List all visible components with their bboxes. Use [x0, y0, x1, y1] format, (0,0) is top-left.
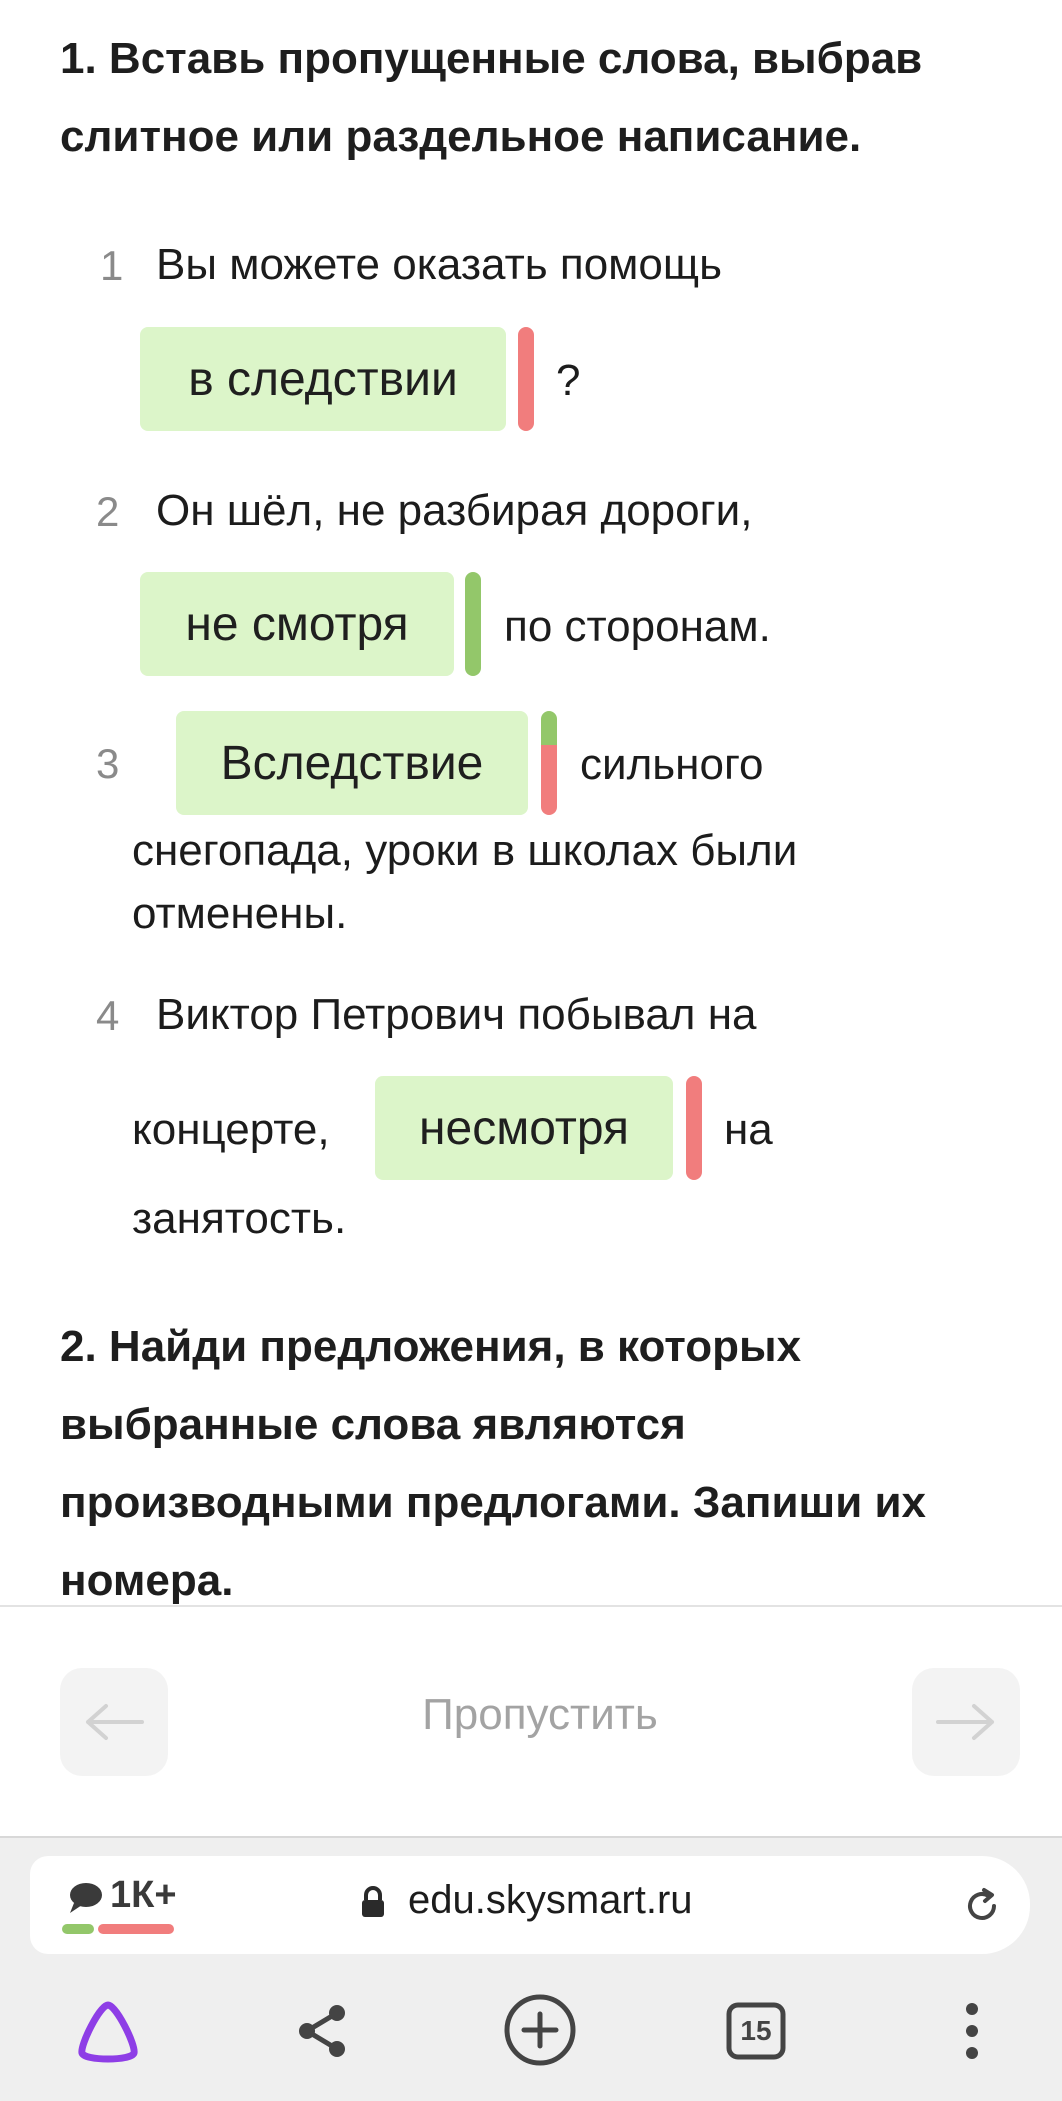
next-button[interactable]: [912, 1668, 1020, 1776]
comments-count: 1К+: [110, 1874, 177, 1916]
lock-icon: [358, 1884, 388, 1920]
item-1-text-before: Вы можете оказать помощь: [156, 240, 723, 289]
item-4-answer-slot[interactable]: [375, 1076, 673, 1180]
url-text[interactable]: edu.skysmart.ru: [408, 1878, 693, 1922]
rating-bar-negative: [98, 1924, 174, 1934]
item-4-text-after: на: [724, 1105, 773, 1154]
back-button[interactable]: [60, 1668, 168, 1776]
item-4-text-line2-before: концерте,: [132, 1105, 330, 1154]
comments-icon[interactable]: [66, 1878, 106, 1918]
tabs-counter-icon[interactable]: [724, 2000, 788, 2062]
reload-icon[interactable]: [958, 1882, 1006, 1930]
item-3-number: 3: [96, 740, 120, 787]
item-3-text-after: сильного: [580, 740, 764, 789]
task1-heading: [60, 20, 1020, 176]
item-1-text-after: ?: [556, 356, 581, 405]
item-2-correct-marker: [465, 572, 481, 676]
item-1-incorrect-marker: [518, 327, 534, 431]
item-2-answer-slot[interactable]: [140, 572, 454, 676]
item-3-text-line3: отменены.: [132, 889, 348, 938]
rating-bar-positive: [62, 1924, 94, 1934]
item-3-answer: Вследствие: [220, 736, 484, 790]
menu-more-icon[interactable]: [954, 1996, 990, 2066]
item-2-text-before: Он шёл, не разбирая дороги,: [156, 486, 753, 535]
item-4-number: 4: [96, 992, 120, 1039]
item-2-text-after: по сторонам.: [504, 602, 771, 651]
item-3-partial-marker: [541, 711, 557, 815]
nav-top-divider: [0, 1605, 1062, 1607]
task2-heading-line1: 2. Найди предложения, в которых: [60, 1322, 802, 1371]
share-icon[interactable]: [290, 1998, 356, 2064]
task2-heading: [60, 1308, 1020, 1620]
task2-heading-line3: производными предлогами. Запиши их: [60, 1478, 926, 1527]
arrow-left-icon: [82, 1702, 146, 1742]
task2-heading-line4: номера.: [60, 1556, 234, 1605]
task1-heading-line1: 1. Вставь пропущенные слова, выбрав: [60, 34, 923, 83]
item-3-text-line2: снегопада, уроки в школах были: [132, 826, 798, 875]
speech-bubble-icon: [68, 1881, 104, 1915]
item-3-marker-green-part: [541, 711, 557, 745]
arrow-right-icon: [934, 1702, 998, 1742]
item-4-answer: несмотря: [419, 1101, 629, 1155]
task1-heading-line2: слитное или раздельное написание.: [60, 112, 862, 161]
task2-heading-line2: выбранные слова являются: [60, 1400, 686, 1449]
item-3-marker-red-part: [541, 745, 557, 815]
skip-button[interactable]: Пропустить: [422, 1690, 658, 1739]
item-4-incorrect-marker: [686, 1076, 702, 1180]
item-2-answer: не смотря: [185, 597, 409, 651]
item-1-answer-slot[interactable]: [140, 327, 506, 431]
new-tab-icon[interactable]: [500, 1990, 580, 2070]
item-1-number: 1: [100, 242, 124, 289]
item-2-number: 2: [96, 488, 120, 535]
item-3-answer-slot[interactable]: [176, 711, 528, 815]
item-4-text-line3: занятость.: [132, 1194, 347, 1243]
item-4-text-before: Виктор Петрович побывал на: [156, 990, 757, 1039]
alice-assistant-icon[interactable]: [68, 1994, 148, 2070]
item-1-answer: в следствии: [188, 352, 458, 406]
tabs-count: 15: [740, 2015, 772, 2046]
